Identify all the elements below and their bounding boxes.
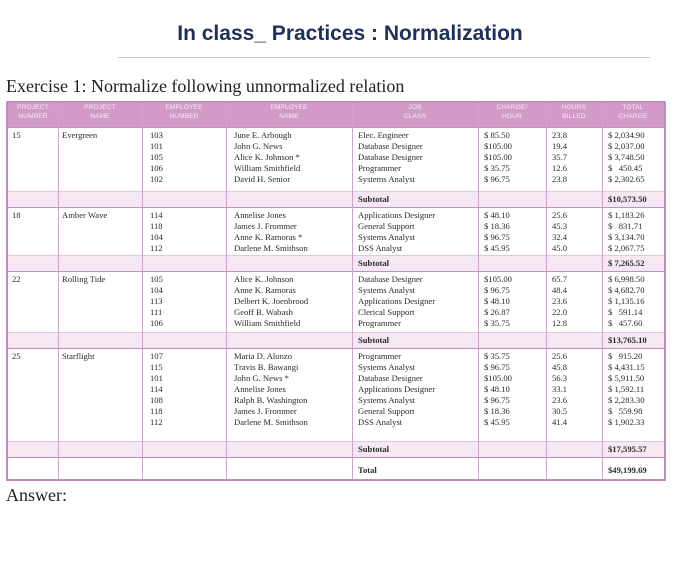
row-divider [8, 207, 664, 208]
subtotal-value: $10,573.50 [608, 194, 647, 204]
job-class-list: Applications Designer General Support Systems Analyst DSS Analyst [358, 210, 436, 253]
header-project-number: PROJECT NUMBER [17, 104, 49, 120]
project-number-cell: 22 [12, 274, 21, 284]
employee-number-list: 105 104 113 111 106 [150, 274, 163, 328]
row-divider [8, 127, 664, 128]
subtotal-band [8, 441, 664, 457]
column-divider [352, 103, 353, 479]
subtotal-band [8, 255, 664, 271]
employee-name-list: June E. Arbough John G. News Alice K. Johnson * William Smithfield David H. Senior [234, 130, 301, 184]
charge-per-hour-list: $105.00 $ 96.75 $ 48.10 $ 26.87 $ 35.75 [484, 274, 512, 328]
subtotal-value: $13,765.10 [608, 335, 647, 345]
project-name-cell: Evergreen [62, 130, 98, 140]
header-charge-hour: CHARGE/ HOUR [496, 104, 528, 120]
project-number-cell: 18 [12, 210, 21, 220]
project-name-cell: Amber Wave [62, 210, 108, 220]
employee-name-list: Alice K. Johnson Anne K. Ramoras Delbert K. Joenbrood Geoff B. Wabash William Smithfield [234, 274, 309, 328]
column-divider [226, 103, 227, 479]
row-divider [8, 457, 664, 458]
job-class-list: Elec. Engineer Database Designer Database Designer Programmer Systems Analyst [358, 130, 423, 184]
charge-per-hour-list: $ 85.50 $105.00 $105.00 $ 35.75 $ 96.75 [484, 130, 512, 184]
header-hours-billed: HOURS BILLED [561, 104, 587, 120]
project-number-cell: 25 [12, 351, 21, 361]
total-charge-list: $ 6,998.50 $ 4,682.70 $ 1,135.16 $ 591.14 $ 457.60 [608, 274, 645, 328]
employee-number-list: 107 115 101 114 108 118 112 [150, 351, 163, 427]
header-total-charge: TOTAL CHARGE [618, 104, 648, 120]
total-charge-list: $ 915.20 $ 4,431.15 $ 5,911.50 $ 1,592.11 $ 2,283.30 $ 559.98 $ 1,902.33 [608, 351, 645, 427]
title-divider [118, 57, 650, 58]
header-job-class: JOB CLASS [403, 104, 427, 120]
header-project-name: PROJECT NAME [84, 104, 116, 120]
hours-billed-list: 25.6 45.3 32.4 45.0 [552, 210, 568, 253]
job-class-list: Database Designer Systems Analyst Applications Designer Clerical Support Programmer [358, 274, 436, 328]
slide-title: In class_ Practices : Normalization [177, 22, 523, 45]
row-divider [8, 332, 664, 333]
header-employee-name: EMPLOYEE NAME [270, 104, 308, 120]
employee-name-list: Maria D. Alonzo Travis B. Bawangi John G. News * Annelise Jones Ralph B. Washington James J. Frommer Darlene M. Smithson [234, 351, 308, 427]
project-number-cell: 15 [12, 130, 21, 140]
subtotal-band [8, 332, 664, 348]
row-divider [8, 191, 664, 192]
project-name-cell: Rolling Tide [62, 274, 106, 284]
project-name-cell: Starflight [62, 351, 95, 361]
hours-billed-list: 25.6 45.8 56.3 33.1 23.6 30.5 41.4 [552, 351, 568, 427]
subtotal-value: $ 7,265.52 [608, 258, 645, 268]
employee-number-list: 114 118 104 112 [150, 210, 163, 253]
answer-label: Answer: [6, 485, 67, 505]
subtotal-value: $17,595.57 [608, 444, 647, 454]
total-charge-list: $ 2,034.90 $ 2,037.00 $ 3,748.50 $ 450.45 $ 2,302.65 [608, 130, 645, 184]
column-divider [602, 103, 603, 479]
subtotal-label: Subtotal [358, 335, 390, 345]
hours-billed-list: 65.7 48.4 23.6 22.0 12.8 [552, 274, 568, 328]
exercise-prompt: Exercise 1: Normalize following unnormalized relation [6, 76, 405, 96]
charge-per-hour-list: $ 48.10 $ 18.36 $ 96.75 $ 45.95 [484, 210, 510, 253]
row-divider [8, 255, 664, 256]
row-divider [8, 348, 664, 349]
total-charge-list: $ 1,183.26 $ 831.71 $ 3,134.70 $ 2,067.75 [608, 210, 645, 253]
total-label: Total [358, 465, 377, 475]
column-divider [546, 103, 547, 479]
subtotal-label: Subtotal [358, 194, 390, 204]
unnormalized-relation-table [6, 101, 666, 481]
row-divider [8, 441, 664, 442]
job-class-list: Programmer Systems Analyst Database Designer Applications Designer Systems Analyst General Support DSS Analyst [358, 351, 436, 427]
column-divider [142, 103, 143, 479]
column-divider [478, 103, 479, 479]
table-header-row [8, 103, 664, 127]
header-employee-number: EMPLOYEE NUMBER [165, 104, 203, 120]
grand-total-value: $49,199.69 [608, 465, 647, 475]
hours-billed-list: 23.8 19.4 35.7 12.6 23.8 [552, 130, 568, 184]
subtotal-label: Subtotal [358, 258, 390, 268]
row-divider [8, 271, 664, 272]
charge-per-hour-list: $ 35.75 $ 96.75 $105.00 $ 48.10 $ 96.75 $ 18.36 $ 45.95 [484, 351, 512, 427]
employee-number-list: 103 101 105 106 102 [150, 130, 163, 184]
subtotal-label: Subtotal [358, 444, 390, 454]
employee-name-list: Annelise Jones James J. Frommer Anne K. Ramoras * Darlene M. Smithson [234, 210, 308, 253]
column-divider [58, 103, 59, 479]
subtotal-band [8, 191, 664, 207]
